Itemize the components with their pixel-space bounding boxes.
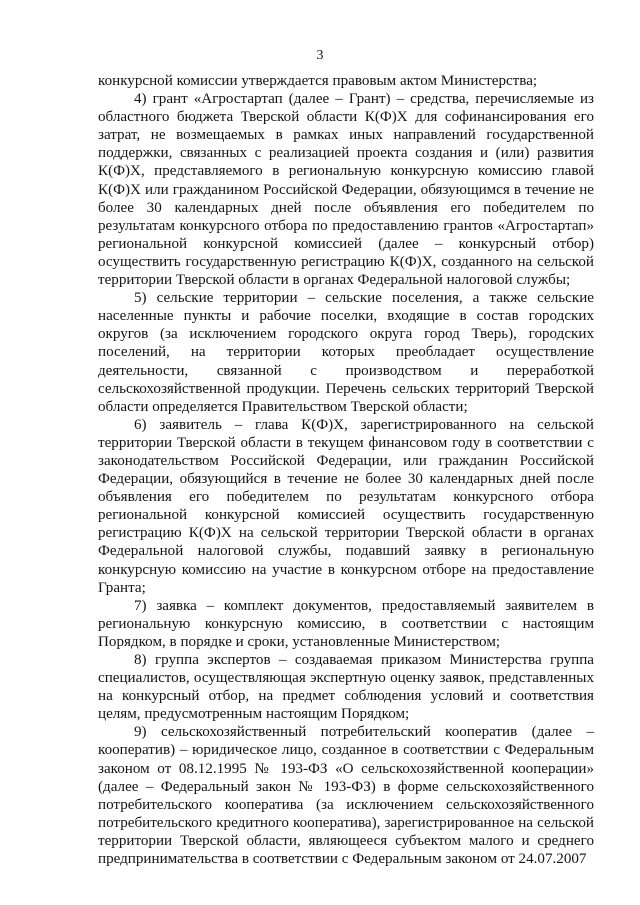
paragraph-item-6-applicant: 6) заявитель – глава К(Ф)Х, зарегистрированного на сельской территории Тверской области в текущем финансовом году в соответствии с законодательством Российской Федерации, или гражданин Российской Федерации, обязующийся в течение не более 30 календарных дней после объявления его победителем по результатам конкурсного отбора региональной конкурсной комиссией осуществить государственную регистрацию К(Ф)Х на сельской территории Тверской области в органах Федеральной налоговой службы, подавший заявку в региональную конкурсную комиссию на участие в конкурсном отборе на предоставление Гранта;: [98, 416, 594, 596]
paragraph-item-9-cooperative: 9) сельскохозяйственный потребительский кооператив (далее – кооператив) – юридическое лицо, созданное в соответствии с Федеральным законом от 08.12.1995 № 193-ФЗ «О сельскохозяйственной кооперации» (далее – Федеральный закон № 193-ФЗ) в форме сельскохозяйственного потребительского кооператива (за исключением сельскохозяйственного потребительского кредитного кооператива), зарегистрированное на сельской территории Тверской области, являющееся субъектом малого и среднего предпринимательства в соответствии с Федеральным законом от 24.07.2007: [98, 724, 594, 868]
page-number: 3: [316, 48, 324, 63]
paragraph-item-5-rural-territories: 5) сельские территории – сельские поселения, а также сельские населенные пункты и рабочие поселки, входящие в состав городских округов (за исключением городского округа город Тверь), городских поселений, на территории которых преобладает осуществление деятельности, связанной с производством и переработкой сельскохозяйственной продукции. Перечень сельских территорий Тверской области определяется Правительством Тверской области;: [98, 290, 594, 415]
paragraph-item-7-application: 7) заявка – комплект документов, предоставляемый заявителем в региональную конкурсную комиссию, в соответствии с настоящим Порядком, в порядке и сроки, установленные Министерством;: [98, 597, 594, 650]
paragraph-item-8-expert-group: 8) группа экспертов – создаваемая приказом Министерства группа специалистов, осуществляющая экспертную оценку заявок, представленных на конкурсный отбор, на предмет соблюдения условий и соответствия целям, предусмотренным настоящим Порядком;: [98, 652, 594, 723]
paragraph-continuation: конкурсной комиссии утверждается правовым актом Министерства;: [98, 73, 538, 89]
paragraph-item-4-grant: 4) грант «Агростартап (далее – Грант) – средства, перечисляемые из областного бюджета Тверской области К(Ф)Х для софинансирования его затрат, не возмещаемых в рамках иных направлений государственной поддержки, связанных с реализацией проекта создания и (или) развития К(Ф)Х, представляемого в региональную конкурсную комиссию главой К(Ф)Х или гражданином Российской Федерации, обязующимся в течение не более 30 календарных дней после объявления его победителем по результатам конкурсного отбора по предоставлению грантов «Агростартап» региональной конкурсной комиссией (далее – конкурсный отбор) осуществить государственную регистрацию К(Ф)Х, созданного на сельской территории Тверской области в органах Федеральной налоговой службы;: [98, 91, 594, 289]
document-body: [98, 72, 594, 868]
